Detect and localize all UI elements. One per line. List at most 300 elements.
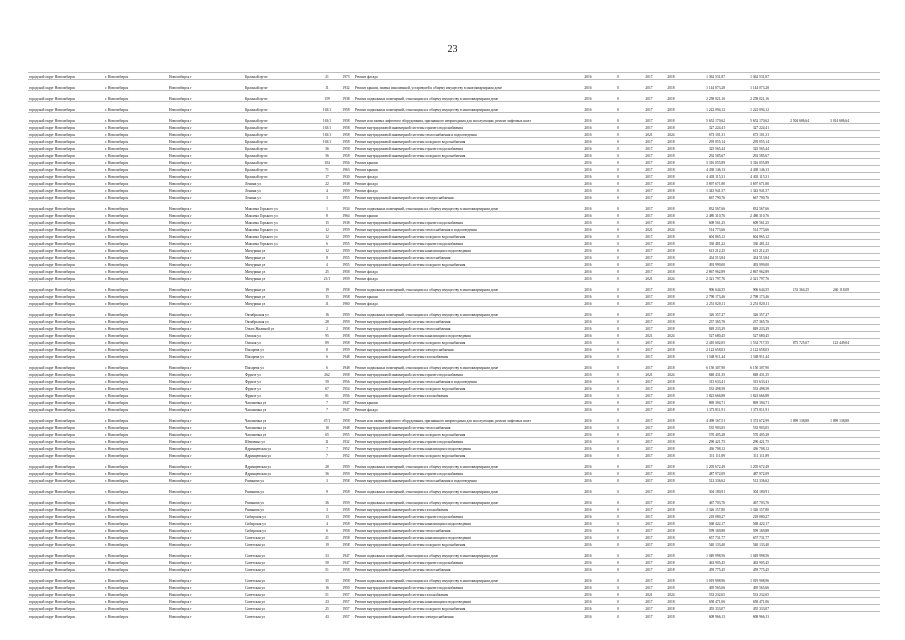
table-cell: 2016 (578, 399, 598, 406)
table-cell: Мичурина ул (244, 254, 316, 261)
table-cell: Ремонт внутридомовой инженерной системы горячего водоснабжения (354, 219, 578, 226)
table-cell (810, 346, 850, 353)
table-cell (850, 452, 880, 459)
table-cell: городской округ Новосибирск (28, 360, 104, 371)
table-cell: г. Новосибирск (104, 399, 168, 406)
table-cell: 0 (598, 346, 638, 353)
table-cell: 2021 (638, 591, 660, 598)
table-cell: 512 336,62 (682, 477, 726, 484)
table-cell: 0 (598, 318, 638, 325)
table-cell: 2018 (660, 124, 682, 131)
table-cell: 2018 (660, 91, 682, 102)
table-cell (810, 513, 850, 520)
table-cell: 459 775,45 (726, 566, 770, 573)
table-cell: 1958 (338, 371, 354, 378)
table-cell (770, 548, 810, 559)
table-cell: 487 972,09 (682, 470, 726, 477)
table-cell (810, 212, 850, 219)
table-cell: 3 (316, 194, 338, 201)
table-cell: 434 513,84 (682, 254, 726, 261)
table-cell: 28 (316, 318, 338, 325)
table-cell: Новосибирск г (168, 307, 244, 318)
table-cell (810, 612, 850, 619)
table-cell: Красный пр-кт (244, 145, 316, 152)
table-cell: г. Новосибирск (104, 548, 168, 559)
table-cell (850, 339, 880, 346)
table-cell: Новосибирск г (168, 360, 244, 371)
table-cell (810, 300, 850, 307)
table-cell: 2018 (660, 392, 682, 399)
table-cell: г. Новосибирск (104, 470, 168, 477)
table-cell: г. Новосибирск (104, 484, 168, 495)
table-cell: Ремонт внутридомовой инженерной системы горячего водоснабжения (354, 559, 578, 566)
table-cell: 2017 (638, 194, 660, 201)
table-cell (810, 293, 850, 300)
table-cell: 1958 (338, 113, 354, 124)
table-cell: 533 232,65 (726, 591, 770, 598)
table-cell: городской округ Новосибирск (28, 91, 104, 102)
table-cell (810, 598, 850, 605)
table-cell (850, 541, 880, 548)
table-cell: городской округ Новосибирск (28, 573, 104, 584)
table-cell: г. Новосибирск (104, 378, 168, 385)
table-row (28, 173, 880, 180)
table-cell: 1955 (338, 254, 354, 261)
table-cell: 2016 (578, 325, 598, 332)
table-cell: Новосибирск г (168, 573, 244, 584)
table-cell: 1964 (338, 212, 354, 219)
table-cell: 2017 (638, 459, 660, 470)
table-cell: г. Новосибирск (104, 152, 168, 159)
table-cell: 2016 (578, 378, 598, 385)
table-cell (850, 307, 880, 318)
table-cell: 0 (598, 145, 638, 152)
table-cell: городской округ Новосибирск (28, 152, 104, 159)
table-cell: 2016 (578, 282, 598, 293)
table-cell: 599 169,88 (726, 527, 770, 534)
table-cell: г. Новосибирск (104, 559, 168, 566)
table-cell: Новосибирск г (168, 513, 244, 520)
table-cell: 2018 (660, 484, 682, 495)
table-cell (850, 534, 880, 541)
table-cell: 2017 (638, 399, 660, 406)
table-cell: 2017 (638, 534, 660, 541)
table-cell: 2018 (660, 548, 682, 559)
table-cell (850, 445, 880, 452)
table-cell: 0 (598, 477, 638, 484)
table-cell: городской округ Новосибирск (28, 520, 104, 527)
table-cell (850, 194, 880, 201)
table-cell: 1959 (338, 226, 354, 233)
table-cell: 2016 (578, 520, 598, 527)
table-cell: Новосибирск г (168, 173, 244, 180)
table-cell: 0 (598, 113, 638, 124)
table-cell: г. Новосибирск (104, 73, 168, 80)
table-cell: Новосибирск г (168, 452, 244, 459)
table-cell: 604 865,12 (682, 233, 726, 240)
table-cell: 0 (598, 339, 638, 346)
table-cell: 0 (598, 293, 638, 300)
table-row (28, 339, 880, 346)
table-cell: городской округ Новосибирск (28, 413, 104, 424)
table-cell (850, 506, 880, 513)
table-cell: г. Новосибирск (104, 605, 168, 612)
table-cell: 2017 (638, 145, 660, 152)
table-cell: 0 (598, 219, 638, 226)
table-cell: г. Новосибирск (104, 513, 168, 520)
table-cell: 568 422,17 (682, 520, 726, 527)
table-cell: 2016 (578, 212, 598, 219)
table-cell: 4 (316, 187, 338, 194)
table-cell: Новосибирск г (168, 180, 244, 187)
table-cell (810, 194, 850, 201)
table-cell (810, 495, 850, 506)
table-cell: 163/1 (316, 124, 338, 131)
table-cell: 326 357,27 (726, 307, 770, 318)
table-cell: 1947 (338, 406, 354, 413)
table-cell: 59 (316, 378, 338, 385)
table-cell: 2017 (638, 484, 660, 495)
table-cell: 2016 (578, 307, 598, 318)
table-cell: 2016 (578, 424, 598, 431)
table-row (28, 254, 880, 261)
table-cell: городской округ Новосибирск (28, 194, 104, 201)
table-cell: 0 (598, 598, 638, 605)
table-cell: г. Новосибирск (104, 247, 168, 254)
table-cell: Советская ул (244, 573, 316, 584)
table-cell: 2 258 021,16 (726, 91, 770, 102)
table-cell: Ремонт внутридомовой инженерной системы теплоснабжения и водоотведения (354, 226, 578, 233)
table-cell: 2016 (578, 219, 598, 226)
table-cell (770, 591, 810, 598)
table-cell (810, 360, 850, 371)
table-cell: 463 905,45 (682, 559, 726, 566)
table-cell: 0 (598, 138, 638, 145)
table-cell: 1954 (338, 385, 354, 392)
table-cell (850, 548, 880, 559)
table-cell: г. Новосибирск (104, 431, 168, 438)
table-cell (770, 438, 810, 445)
table-row (28, 159, 880, 166)
table-cell (850, 360, 880, 371)
table-cell: 832 567,66 (682, 201, 726, 212)
table-cell: 657 731,77 (726, 534, 770, 541)
table-cell: Писарева ул (244, 346, 316, 353)
table-cell: г. Новосибирск (104, 332, 168, 339)
table-cell: 848 431,35 (682, 371, 726, 378)
table-cell: Советская ул (244, 566, 316, 573)
table-cell: 159 (316, 91, 338, 102)
table-cell: 1958 (338, 332, 354, 339)
table-cell: Новосибирск г (168, 212, 244, 219)
table-cell: 2018 (660, 247, 682, 254)
table-cell: 0 (598, 438, 638, 445)
table-cell: 0 (598, 201, 638, 212)
table-cell (810, 325, 850, 332)
table-cell: Советская ул (244, 541, 316, 548)
table-cell: 1 222 094,12 (726, 102, 770, 113)
table-cell: 1 343 941,57 (726, 187, 770, 194)
table-cell: 1950 (338, 584, 354, 591)
table-cell: 2017 (638, 138, 660, 145)
table-cell: 50 (316, 559, 338, 566)
table-cell: 495 565,66 (726, 584, 770, 591)
table-cell: 0 (598, 378, 638, 385)
table-cell: 2018 (660, 385, 682, 392)
table-cell: 1955 (338, 261, 354, 268)
table-cell: Ремонт подвальных помещений, относящихся к общему имуществу в многоквартирном доме (354, 282, 578, 293)
table-cell: Ремонт внутридомовой инженерной системы холодного водоснабжения (354, 261, 578, 268)
table-cell: Ремонт внутридомовой инженерной системы горячего водоснабжения (354, 438, 578, 445)
table-cell: 0 (598, 413, 638, 424)
table-cell: 2 251 820,11 (682, 300, 726, 307)
table-cell: 535 903,05 (682, 424, 726, 431)
table-cell: 2016 (578, 406, 598, 413)
table-cell (810, 102, 850, 113)
table-cell: 2017 (638, 584, 660, 591)
table-cell: 2016 (578, 73, 598, 80)
table-cell (770, 541, 810, 548)
table-cell: 0 (598, 385, 638, 392)
table-cell: 2016 (578, 293, 598, 300)
table-cell: 3 014 686,64 (810, 113, 850, 124)
table-cell: 2016 (578, 506, 598, 513)
table-cell: 0 (598, 187, 638, 194)
table-cell: городской округ Новосибирск (28, 559, 104, 566)
table-cell: Красный пр-кт (244, 113, 316, 124)
table-cell: 2018 (660, 240, 682, 247)
table-cell: г. Новосибирск (104, 145, 168, 152)
table-cell: Сибирская ул (244, 520, 316, 527)
table-cell (770, 275, 810, 282)
table-cell: 455 333,07 (682, 605, 726, 612)
table-cell (810, 247, 850, 254)
table-cell: 0 (598, 459, 638, 470)
table-row (28, 261, 880, 268)
table-row (28, 605, 880, 612)
table-cell: 2018 (660, 541, 682, 548)
table-row (28, 275, 880, 282)
table-cell: 12 (316, 247, 338, 254)
table-cell: 0 (598, 325, 638, 332)
table-cell: 2 321 797,76 (726, 275, 770, 282)
table-cell (850, 91, 880, 102)
table-cell: 1958 (338, 566, 354, 573)
table-cell: 2017 (638, 452, 660, 459)
table-cell: 658 471,06 (726, 598, 770, 605)
table-cell: 327 224,41 (726, 124, 770, 131)
table-cell: Ремонт внутридомовой инженерной системы электроснабжения (354, 346, 578, 353)
table-cell: 0 (598, 247, 638, 254)
table-cell: 0 (598, 275, 638, 282)
table-cell: Ремонт внутридомовой инженерной системы горячего водоснабжения (354, 371, 578, 378)
table-cell: Советская ул (244, 612, 316, 619)
table-row (28, 332, 880, 339)
data-table (28, 72, 880, 619)
table-cell (850, 573, 880, 584)
table-cell (770, 385, 810, 392)
table-cell: Ремонт внутридомовой инженерной системы теплоснабжения (354, 527, 578, 534)
table-cell: 237 365,76 (682, 318, 726, 325)
table-cell (770, 261, 810, 268)
table-cell: 25 (316, 268, 338, 275)
table-row (28, 247, 880, 254)
table-cell: Новосибирск г (168, 325, 244, 332)
table-cell (850, 332, 880, 339)
table-cell: 2024 (660, 591, 682, 598)
table-cell: 0 (598, 91, 638, 102)
table-cell: 2018 (660, 438, 682, 445)
table-cell: Красный пр-кт (244, 152, 316, 159)
table-cell: Ремонт фасада (354, 275, 578, 282)
table-cell: Советская ул (244, 548, 316, 559)
table-cell (770, 138, 810, 145)
table-cell (850, 318, 880, 325)
table-cell: 2016 (578, 226, 598, 233)
table-cell: Красный пр-кт (244, 173, 316, 180)
table-cell: Ремонт фасада (354, 406, 578, 413)
table-cell: 2017 (638, 495, 660, 506)
table-cell: Ремонт внутридомовой инженерной системы холодного водоснабжения (354, 452, 578, 459)
table-cell: Максима Горького ул (244, 240, 316, 247)
table-cell: 849 233,29 (726, 325, 770, 332)
table-cell (850, 113, 880, 124)
table-cell: городской округ Новосибирск (28, 325, 104, 332)
table-cell: 869 394,71 (726, 399, 770, 406)
table-row (28, 470, 880, 477)
table-cell: 22 (316, 180, 338, 187)
table-cell: 2 122 658,03 (682, 346, 726, 353)
table-cell: 2016 (578, 254, 598, 261)
table-cell (850, 591, 880, 598)
table-cell: городской округ Новосибирск (28, 180, 104, 187)
table-cell: 1959 (338, 470, 354, 477)
table-cell: г. Новосибирск (104, 371, 168, 378)
table-cell: 0 (598, 431, 638, 438)
table-cell: Новосибирск г (168, 477, 244, 484)
table-cell: 0 (598, 445, 638, 452)
table-cell (810, 424, 850, 431)
table-cell: 2016 (578, 300, 598, 307)
table-cell: городской округ Новосибирск (28, 268, 104, 275)
table-cell: городской округ Новосибирск (28, 261, 104, 268)
table-cell: 12 (316, 226, 338, 233)
table-cell: 2016 (578, 346, 598, 353)
table-cell: 2018 (660, 102, 682, 113)
table-cell: г. Новосибирск (104, 392, 168, 399)
table-cell: 1948 (338, 360, 354, 371)
table-cell: 325 565,44 (726, 145, 770, 152)
table-cell: Ремонт подвальных помещений, относящихся к общему имуществу в многоквартирном доме (354, 91, 578, 102)
table-cell: Новосибирск г (168, 332, 244, 339)
table-cell: 13 (316, 513, 338, 520)
table-cell: 1 205 672,49 (682, 459, 726, 470)
table-cell: 1 343 941,57 (682, 187, 726, 194)
table-cell: 2018 (660, 413, 682, 424)
table-cell: 295 055,14 (682, 138, 726, 145)
table-cell: Ремонт внутридомовой инженерной системы теплоснабжения (354, 424, 578, 431)
table-cell: 1 049 998,56 (726, 548, 770, 559)
table-cell: 2016 (578, 131, 598, 138)
table-cell: 16 (316, 307, 338, 318)
table-cell: 0 (598, 240, 638, 247)
table-cell: Писарева ул (244, 353, 316, 360)
table-cell (850, 261, 880, 268)
table-cell: Новосибирск г (168, 80, 244, 91)
table-cell: Ремонт внутридомовой инженерной системы канализации и водоотведения (354, 520, 578, 527)
table-cell: 0 (598, 268, 638, 275)
table-cell: 1958 (338, 268, 354, 275)
table-row (28, 548, 880, 559)
table-cell (810, 520, 850, 527)
table-cell: Новосибирск г (168, 268, 244, 275)
table-cell: Октябрьская ул (244, 307, 316, 318)
table-cell (810, 254, 850, 261)
table-cell: Ремонт фасада (354, 187, 578, 194)
table-cell: 436 708,12 (726, 445, 770, 452)
table-cell: 0 (598, 548, 638, 559)
table-cell: 4 (316, 261, 338, 268)
table-cell (770, 527, 810, 534)
table-cell: г. Новосибирск (104, 527, 168, 534)
table-cell (810, 431, 850, 438)
table-cell: 2017 (638, 268, 660, 275)
table-cell: 2017 (638, 477, 660, 484)
table-cell: 2017 (638, 113, 660, 124)
table-cell: г. Новосибирск (104, 445, 168, 452)
table-cell: городской округ Новосибирск (28, 219, 104, 226)
table-cell: 2018 (660, 573, 682, 584)
table-cell: 613 212,25 (726, 247, 770, 254)
table-cell: 2017 (638, 102, 660, 113)
table-cell: 35 (316, 573, 338, 584)
table-cell: г. Новосибирск (104, 438, 168, 445)
table-cell: 2021 (638, 332, 660, 339)
table-cell (770, 201, 810, 212)
table-cell: Новосибирск г (168, 559, 244, 566)
table-cell: 0 (598, 307, 638, 318)
table-cell: 5 652 170,62 (726, 113, 770, 124)
table-cell: 12 (316, 233, 338, 240)
table-cell: 2 321 797,76 (682, 275, 726, 282)
table-cell: г. Новосибирск (104, 339, 168, 346)
table-cell: 7 (316, 445, 338, 452)
table-cell: 0 (598, 212, 638, 219)
table-cell: Новосибирск г (168, 566, 244, 573)
table-cell: городской округ Новосибирск (28, 307, 104, 318)
table-cell: 36 (316, 495, 338, 506)
table-cell: городской округ Новосибирск (28, 371, 104, 378)
table-cell: Красный пр-кт (244, 166, 316, 173)
table-cell: 2016 (578, 591, 598, 598)
table-cell (810, 605, 850, 612)
table-cell (810, 452, 850, 459)
table-cell: 0 (598, 392, 638, 399)
table-cell: г. Новосибирск (104, 584, 168, 591)
table-row (28, 293, 880, 300)
table-cell: 2018 (660, 293, 682, 300)
table-cell: 1938 (338, 180, 354, 187)
table-cell (770, 484, 810, 495)
table-cell (770, 131, 810, 138)
table-cell: 1 373 811,91 (726, 406, 770, 413)
table-row (28, 124, 880, 131)
table-cell: 1 326 157,80 (726, 506, 770, 513)
table-cell (770, 566, 810, 573)
table-cell: 325 565,44 (682, 145, 726, 152)
table-cell: Ремонт фасада (354, 300, 578, 307)
table-cell: 2016 (578, 194, 598, 201)
